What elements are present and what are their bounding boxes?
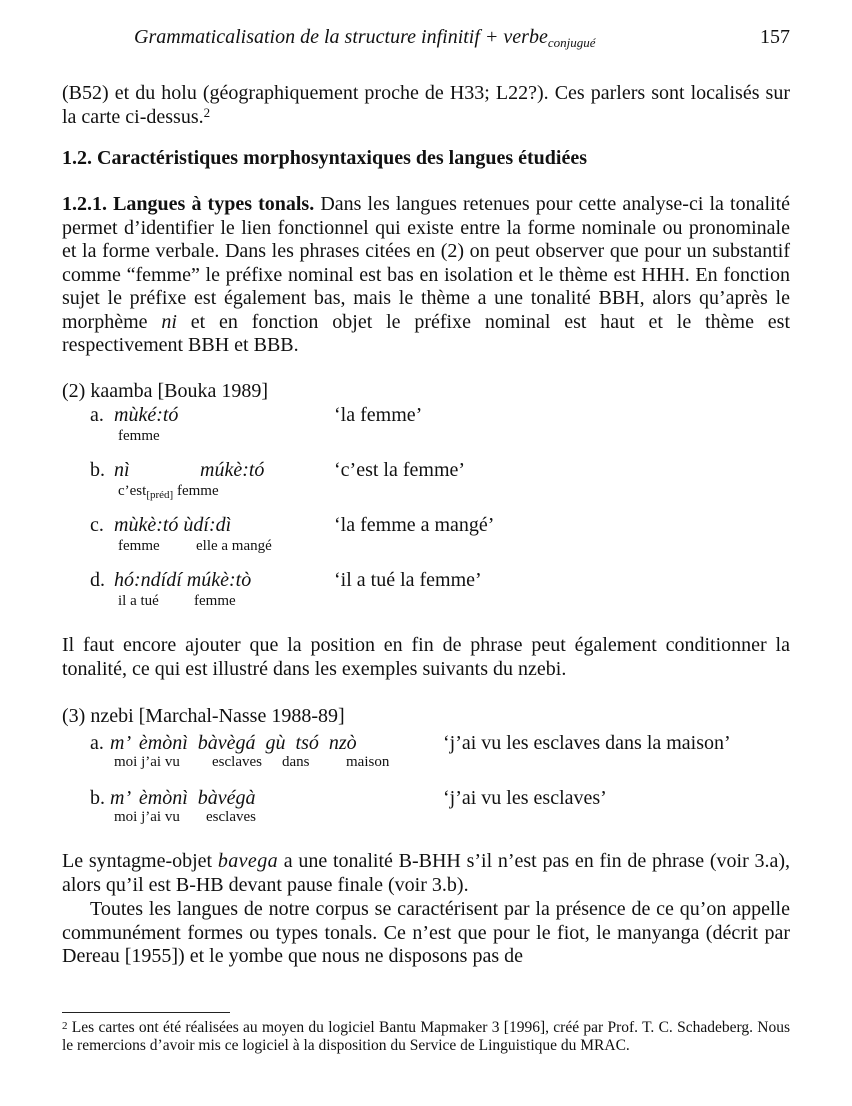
vernacular-text: m’ èmònì bàvègá gù tsó nzò [110, 732, 357, 754]
vernacular-text: m’ èmònì bàvégà [110, 787, 256, 809]
vernacular-text: nì [114, 459, 130, 481]
example-label: b. [90, 787, 105, 809]
gloss: elle a mangé [196, 538, 272, 554]
running-head-title [134, 26, 595, 51]
gloss: moi j’ai vu [114, 809, 180, 825]
section-heading: 1.2. Caractéristiques morphosyntaxiques des langues étudiées [62, 147, 588, 169]
gloss: femme [118, 538, 160, 554]
gloss: dans [282, 754, 310, 770]
subsection-text-1: Dans les langues retenues pour cette analyse-ci la tonalité permet d’identifier le lien fonctionnel qui existe entre la forme nominale ou pronominale et la forme verbale. Dans les phrases citées en (2) on peut observer que pour un substantif comme “femme” le préfixe nominal est bas en isolation et le thème est HHH. En fonction sujet le préfixe est également bas, mais le thème a une tonalité BBH, alors qu’après le morphème [62, 193, 791, 333]
translation: ‘il a tué la femme’ [334, 569, 482, 591]
position-paragraph: Il faut encore ajouter que la position en fin de phrase peut également conditionner la tonalité, ce qui est illustré dans les exemples suivants du nzebi. [62, 634, 790, 680]
subsection-heading: 1.2.1. Langues à types tonals. [62, 193, 315, 215]
example-label: b. [90, 459, 105, 481]
running-head [62, 26, 790, 52]
example-2-title: (2) kaamba [Bouka 1989] [62, 380, 269, 402]
intro-paragraph [62, 82, 790, 129]
example-2d [90, 569, 790, 613]
example-label: a. [90, 404, 104, 426]
gloss: esclaves [212, 754, 262, 770]
gloss: il a tué [118, 593, 159, 609]
footnote-mark: 2 [62, 1020, 68, 1032]
gloss: moi j’ai vu [114, 754, 180, 770]
example-3-title: (3) nzebi [Marchal-Nasse 1988-89] [62, 705, 345, 727]
example-label: a. [90, 732, 104, 754]
subsection-paragraph [62, 193, 790, 358]
example-label: c. [90, 514, 104, 536]
vernacular-text: mùké:tó [114, 404, 179, 426]
example-3a [90, 732, 790, 776]
running-head-title-main: Grammaticalisation de la structure infinitif + verbe [134, 26, 548, 48]
gloss: femme [194, 593, 236, 609]
footnote [62, 1019, 790, 1055]
syntagme-text-1: Le syntagme-objet [62, 850, 213, 872]
corpus-paragraph: Toutes les langues de notre corpus se caractérisent par la présence de ce qu’on appelle communément formes ou types tonals. Ce n’est que pour le fiot, le manyanga (décrit par Dereau [1955]) et le yombe que nous ne disposons pas de [62, 898, 790, 967]
gloss-word: c’est [118, 483, 147, 499]
vernacular-text: mùkè:tó ùdí:dì [114, 514, 232, 536]
footnote-divider [62, 1012, 230, 1013]
translation: ‘la femme’ [334, 404, 423, 426]
vernacular-text: múkè:tó [200, 459, 265, 481]
page-number: 157 [760, 26, 790, 48]
example-3b [90, 787, 790, 831]
translation: ‘la femme a mangé’ [334, 514, 495, 536]
syntagme-word: bavega [217, 850, 279, 872]
intro-text: (B52) et du holu (géographiquement proche de H33; L22?). Ces parlers sont localisés sur la carte ci-dessus. [62, 82, 790, 128]
running-head-title-subscript: conjugué [547, 35, 596, 50]
footnote-text: Les cartes ont été réalisées au moyen du logiciel Bantu Mapmaker 3 [1996], créé par Prof. T. C. Schadeberg. Nous le remercions d’avoir mis ce logiciel à la disposition du Service de Linguistique du MRAC. [62, 1019, 790, 1054]
example-2c [90, 514, 790, 558]
example-2a [90, 404, 790, 448]
translation: ‘c’est la femme’ [334, 459, 466, 481]
subsection-text-2: et en fonction objet le préfixe nominal est haut et le thème est respectivement BBH et BBB. [62, 310, 791, 356]
footnote-reference[interactable]: 2 [203, 104, 211, 120]
gloss: femme [118, 428, 160, 444]
gloss: esclaves [206, 809, 256, 825]
gloss [118, 483, 219, 501]
subsection-morpheme: ni [161, 310, 177, 333]
syntagme-text-2: a une tonalité B-BHH s’il n’est pas en fin de phrase (voir 3.a), alors qu’il est B-HB devant pause finale (voir 3.b). [62, 850, 791, 896]
translation: ‘j’ai vu les esclaves dans la maison’ [443, 732, 731, 754]
gloss-word: femme [176, 483, 219, 499]
example-2b [90, 459, 790, 503]
syntagme-paragraph [62, 850, 790, 897]
gloss-subscript: [préd] [146, 489, 174, 501]
vernacular-text: hó:ndídí múkè:tò [114, 569, 252, 591]
example-label: d. [90, 569, 105, 591]
gloss: maison [346, 754, 390, 770]
translation: ‘j’ai vu les esclaves’ [443, 787, 607, 809]
